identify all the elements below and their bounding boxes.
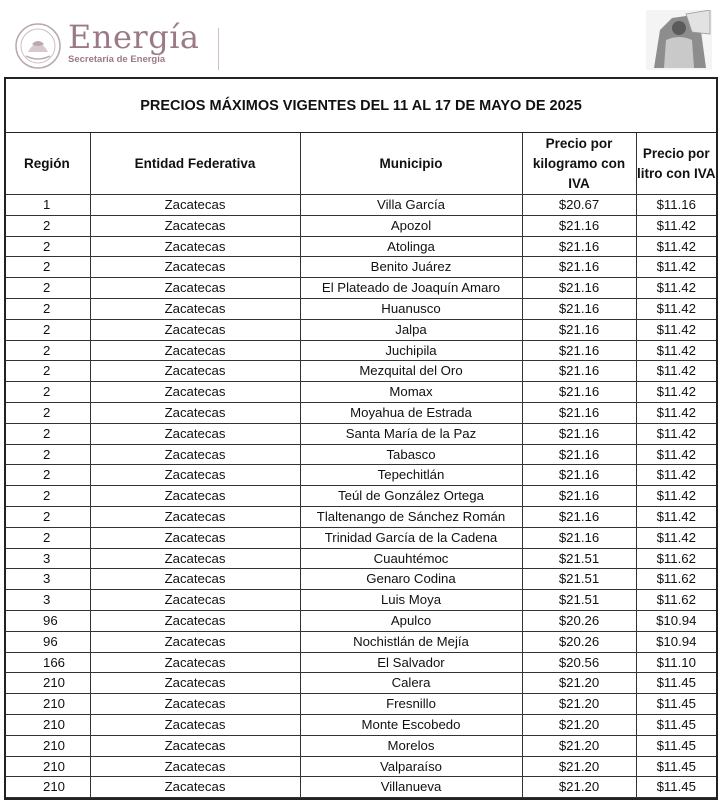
price-liter-cell: $10.94 [636, 631, 716, 652]
municipality-cell: Genaro Codina [300, 569, 522, 590]
price-kg-cell: $20.56 [522, 652, 636, 673]
price-liter-cell: $11.45 [636, 735, 716, 756]
municipality-cell: Fresnillo [300, 694, 522, 715]
entity-cell: Zacatecas [90, 694, 300, 715]
price-liter-cell: $11.62 [636, 590, 716, 611]
table-row [6, 506, 716, 527]
price-kg-cell: $21.16 [522, 506, 636, 527]
region-cell: 2 [6, 382, 90, 403]
price-kg-cell: $21.20 [522, 777, 636, 798]
table-row [6, 382, 716, 403]
municipality-cell: Nochistlán de Mejía [300, 631, 522, 652]
table-row [6, 298, 716, 319]
price-kg-cell: $20.67 [522, 195, 636, 216]
table-row [6, 631, 716, 652]
entity-cell: Zacatecas [90, 423, 300, 444]
table-row [6, 319, 716, 340]
table-row [6, 215, 716, 236]
region-cell: 2 [6, 340, 90, 361]
price-liter-cell: $11.42 [636, 236, 716, 257]
table-row [6, 423, 716, 444]
column-header-municipality: Municipio [300, 133, 522, 195]
price-kg-cell: $21.16 [522, 278, 636, 299]
region-cell: 1 [6, 195, 90, 216]
entity-cell: Zacatecas [90, 340, 300, 361]
region-cell: 2 [6, 257, 90, 278]
price-liter-cell: $11.42 [636, 215, 716, 236]
mexico-coat-of-arms-icon [14, 22, 62, 70]
entity-cell: Zacatecas [90, 548, 300, 569]
price-liter-cell: $11.42 [636, 298, 716, 319]
price-liter-cell: $11.42 [636, 506, 716, 527]
price-liter-cell: $11.42 [636, 527, 716, 548]
entity-cell: Zacatecas [90, 610, 300, 631]
price-liter-cell: $11.42 [636, 423, 716, 444]
table-row [6, 673, 716, 694]
table-row [6, 756, 716, 777]
municipality-cell: Tlaltenango de Sánchez Román [300, 506, 522, 527]
table-row [6, 777, 716, 798]
region-cell: 96 [6, 610, 90, 631]
region-cell: 166 [6, 652, 90, 673]
entity-cell: Zacatecas [90, 673, 300, 694]
price-liter-cell: $11.62 [636, 548, 716, 569]
region-cell: 210 [6, 735, 90, 756]
price-liter-cell: $11.42 [636, 382, 716, 403]
municipality-cell: Benito Juárez [300, 257, 522, 278]
entity-cell: Zacatecas [90, 465, 300, 486]
entity-cell: Zacatecas [90, 486, 300, 507]
table-header-row [6, 133, 716, 195]
table-row [6, 590, 716, 611]
region-cell: 2 [6, 527, 90, 548]
entity-cell: Zacatecas [90, 777, 300, 798]
municipality-cell: Huanusco [300, 298, 522, 319]
entity-cell: Zacatecas [90, 361, 300, 382]
price-liter-cell: $11.42 [636, 465, 716, 486]
price-table [6, 133, 716, 798]
region-cell: 2 [6, 361, 90, 382]
table-row [6, 735, 716, 756]
region-cell: 2 [6, 236, 90, 257]
municipality-cell: Trinidad García de la Cadena [300, 527, 522, 548]
price-liter-cell: $11.45 [636, 694, 716, 715]
price-kg-cell: $21.16 [522, 486, 636, 507]
price-kg-cell: $21.16 [522, 361, 636, 382]
region-cell: 2 [6, 319, 90, 340]
entity-cell: Zacatecas [90, 527, 300, 548]
column-header-price-kg: Precio por kilogramo con IVA [522, 133, 636, 195]
price-kg-cell: $21.20 [522, 756, 636, 777]
price-kg-cell: $20.26 [522, 610, 636, 631]
column-header-region: Región [6, 133, 90, 195]
entity-cell: Zacatecas [90, 735, 300, 756]
price-liter-cell: $11.16 [636, 195, 716, 216]
price-kg-cell: $21.20 [522, 735, 636, 756]
table-row [6, 569, 716, 590]
region-cell: 3 [6, 548, 90, 569]
region-cell: 3 [6, 590, 90, 611]
price-kg-cell: $21.16 [522, 465, 636, 486]
price-table-container [4, 77, 718, 800]
municipality-cell: Morelos [300, 735, 522, 756]
entity-cell: Zacatecas [90, 402, 300, 423]
region-cell: 2 [6, 486, 90, 507]
table-row [6, 236, 716, 257]
price-kg-cell: $21.16 [522, 298, 636, 319]
price-liter-cell: $11.42 [636, 340, 716, 361]
region-cell: 210 [6, 714, 90, 735]
table-row [6, 527, 716, 548]
municipality-cell: Tabasco [300, 444, 522, 465]
table-row [6, 652, 716, 673]
municipality-cell: Luis Moya [300, 590, 522, 611]
price-kg-cell: $21.16 [522, 423, 636, 444]
price-liter-cell: $11.45 [636, 714, 716, 735]
entity-cell: Zacatecas [90, 319, 300, 340]
entity-cell: Zacatecas [90, 298, 300, 319]
municipality-cell: Juchipila [300, 340, 522, 361]
entity-cell: Zacatecas [90, 506, 300, 527]
price-kg-cell: $20.26 [522, 631, 636, 652]
region-cell: 210 [6, 777, 90, 798]
table-row [6, 486, 716, 507]
price-kg-cell: $21.16 [522, 215, 636, 236]
price-liter-cell: $11.42 [636, 278, 716, 299]
table-row [6, 278, 716, 299]
price-liter-cell: $10.94 [636, 610, 716, 631]
table-row [6, 610, 716, 631]
price-kg-cell: $21.16 [522, 444, 636, 465]
column-header-entity: Entidad Federativa [90, 133, 300, 195]
region-cell: 2 [6, 215, 90, 236]
price-liter-cell: $11.42 [636, 444, 716, 465]
region-cell: 210 [6, 756, 90, 777]
municipality-cell: Valparaíso [300, 756, 522, 777]
municipality-cell: Monte Escobedo [300, 714, 522, 735]
region-cell: 2 [6, 278, 90, 299]
price-liter-cell: $11.45 [636, 673, 716, 694]
price-kg-cell: $21.16 [522, 319, 636, 340]
municipality-cell: Moyahua de Estrada [300, 402, 522, 423]
municipality-cell: El Salvador [300, 652, 522, 673]
region-cell: 210 [6, 673, 90, 694]
table-title: PRECIOS MÁXIMOS VIGENTES DEL 11 AL 17 DE MAYO DE 2025 [6, 79, 716, 133]
logo [68, 20, 200, 65]
price-kg-cell: $21.20 [522, 714, 636, 735]
price-liter-cell: $11.42 [636, 257, 716, 278]
price-liter-cell: $11.42 [636, 486, 716, 507]
municipality-cell: Tepechitlán [300, 465, 522, 486]
entity-cell: Zacatecas [90, 569, 300, 590]
entity-cell: Zacatecas [90, 631, 300, 652]
entity-cell: Zacatecas [90, 215, 300, 236]
price-liter-cell: $11.42 [636, 361, 716, 382]
municipality-cell: Jalpa [300, 319, 522, 340]
price-liter-cell: $11.45 [636, 756, 716, 777]
municipality-cell: Apulco [300, 610, 522, 631]
entity-cell: Zacatecas [90, 590, 300, 611]
entity-cell: Zacatecas [90, 236, 300, 257]
table-row [6, 444, 716, 465]
price-kg-cell: $21.51 [522, 569, 636, 590]
patria-figure-icon [646, 10, 712, 70]
municipality-cell: Villanueva [300, 777, 522, 798]
municipality-cell: Mezquital del Oro [300, 361, 522, 382]
price-kg-cell: $21.16 [522, 402, 636, 423]
logo-divider [218, 28, 219, 70]
municipality-cell: Teúl de González Ortega [300, 486, 522, 507]
price-kg-cell: $21.16 [522, 382, 636, 403]
table-row [6, 361, 716, 382]
municipality-cell: Momax [300, 382, 522, 403]
logo-subtitle: Secretaría de Energía [68, 54, 166, 65]
region-cell: 2 [6, 465, 90, 486]
table-row [6, 257, 716, 278]
table-body [6, 195, 716, 798]
region-cell: 3 [6, 569, 90, 590]
entity-cell: Zacatecas [90, 195, 300, 216]
region-cell: 96 [6, 631, 90, 652]
page-header [0, 0, 720, 78]
price-liter-cell: $11.42 [636, 402, 716, 423]
table-row [6, 340, 716, 361]
municipality-cell: Santa María de la Paz [300, 423, 522, 444]
entity-cell: Zacatecas [90, 278, 300, 299]
price-kg-cell: $21.20 [522, 673, 636, 694]
entity-cell: Zacatecas [90, 257, 300, 278]
table-row [6, 465, 716, 486]
table-row [6, 714, 716, 735]
table-row [6, 402, 716, 423]
region-cell: 2 [6, 506, 90, 527]
region-cell: 2 [6, 444, 90, 465]
municipality-cell: Villa García [300, 195, 522, 216]
municipality-cell: Atolinga [300, 236, 522, 257]
price-kg-cell: $21.20 [522, 694, 636, 715]
price-kg-cell: $21.51 [522, 590, 636, 611]
price-liter-cell: $11.45 [636, 777, 716, 798]
entity-cell: Zacatecas [90, 652, 300, 673]
entity-cell: Zacatecas [90, 714, 300, 735]
entity-cell: Zacatecas [90, 382, 300, 403]
price-kg-cell: $21.16 [522, 236, 636, 257]
price-liter-cell: $11.10 [636, 652, 716, 673]
entity-cell: Zacatecas [90, 444, 300, 465]
region-cell: 2 [6, 423, 90, 444]
table-row [6, 694, 716, 715]
region-cell: 2 [6, 298, 90, 319]
entity-cell: Zacatecas [90, 756, 300, 777]
municipality-cell: Apozol [300, 215, 522, 236]
table-row [6, 548, 716, 569]
region-cell: 2 [6, 402, 90, 423]
price-liter-cell: $11.42 [636, 319, 716, 340]
price-kg-cell: $21.16 [522, 257, 636, 278]
price-liter-cell: $11.62 [636, 569, 716, 590]
municipality-cell: El Plateado de Joaquín Amaro [300, 278, 522, 299]
municipality-cell: Calera [300, 673, 522, 694]
logo-title: Energía [68, 18, 200, 56]
price-kg-cell: $21.16 [522, 527, 636, 548]
price-kg-cell: $21.16 [522, 340, 636, 361]
region-cell: 210 [6, 694, 90, 715]
column-header-price-liter: Precio por litro con IVA [636, 133, 716, 195]
price-kg-cell: $21.51 [522, 548, 636, 569]
table-row [6, 195, 716, 216]
municipality-cell: Cuauhtémoc [300, 548, 522, 569]
